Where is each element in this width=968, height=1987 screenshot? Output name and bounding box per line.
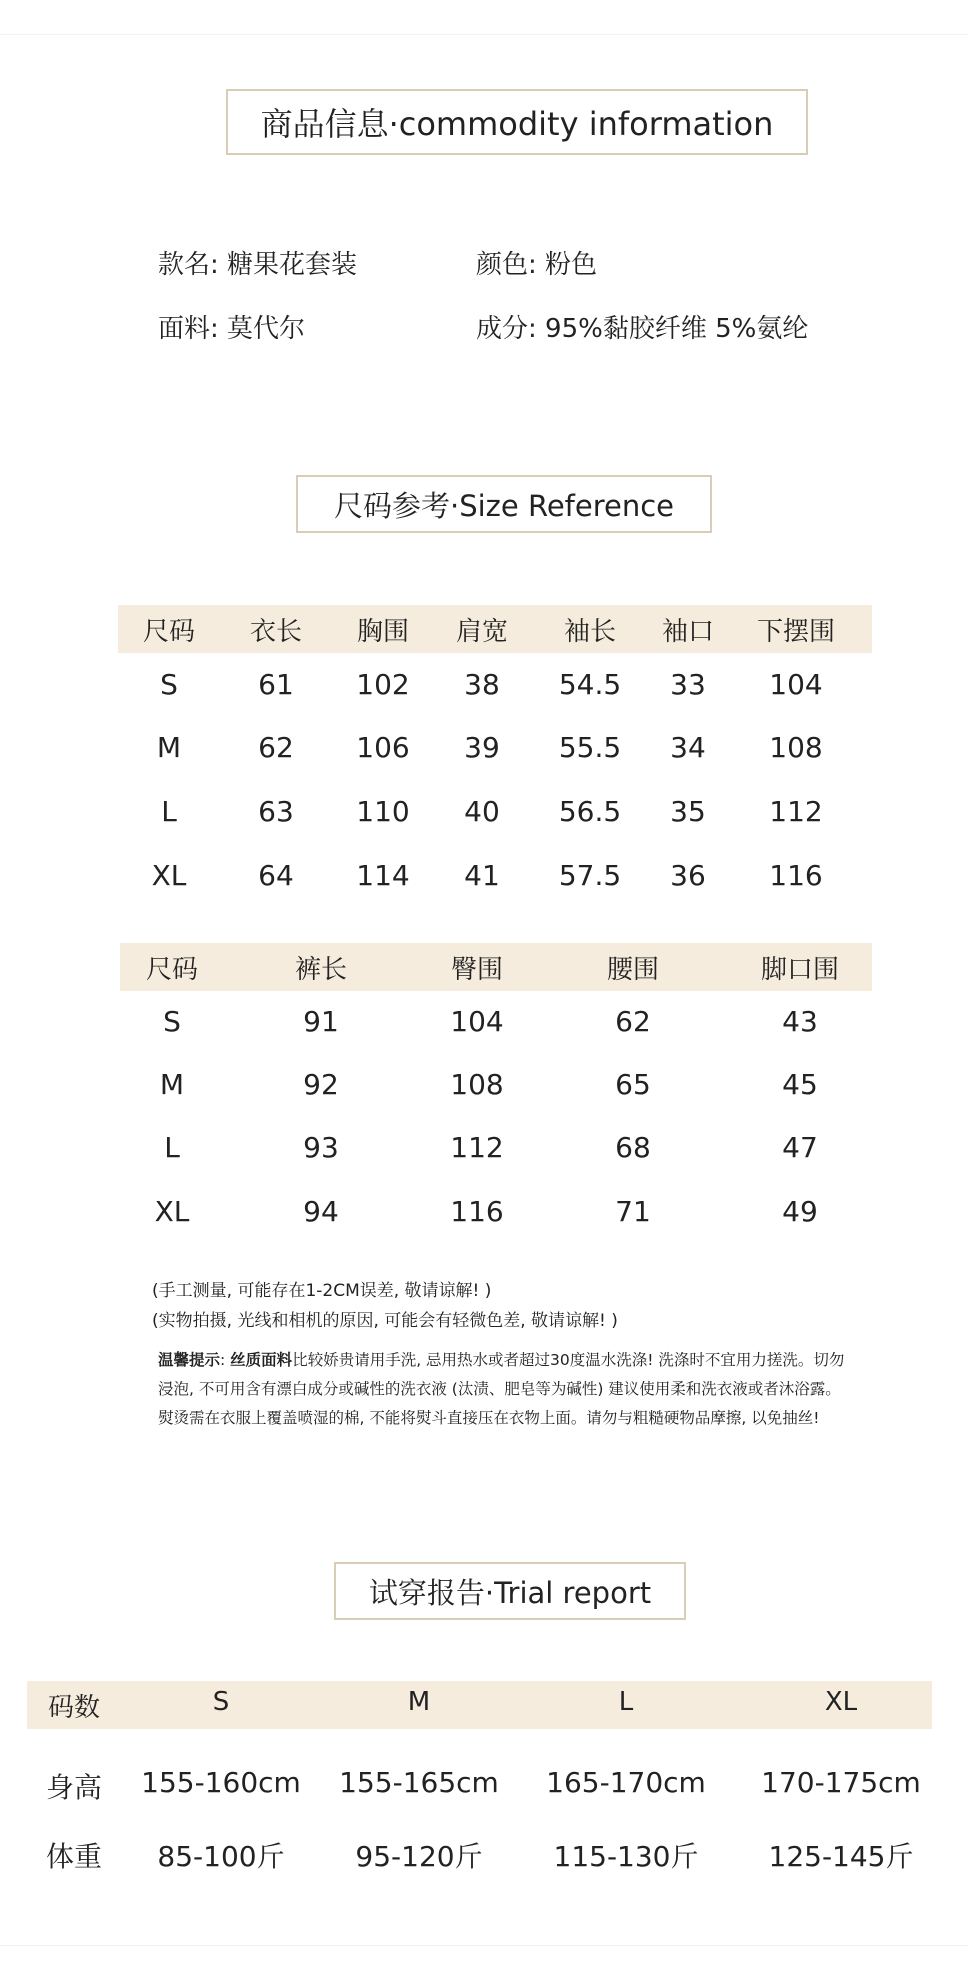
table-cell: S <box>160 668 178 701</box>
table-cell: 62 <box>615 1005 651 1038</box>
table-header-cell: 袖口 <box>661 617 715 647</box>
style-name: 款名: 糖果花套装 <box>158 250 358 280</box>
top-divider <box>0 34 968 35</box>
photo-note: (实物拍摄, 光线和相机的原因, 可能会有轻微色差, 敬请谅解! ) <box>152 1311 618 1331</box>
table-header-cell: 下摆围 <box>756 617 836 647</box>
table-cell: 47 <box>782 1131 818 1164</box>
care-tip-text: 比较娇贵请用手洗, 忌用热水或者超过30度温水洗涤! 洗涤时不宜用力搓洗。切勿浸泡, 不可用含有漂白成分或碱性的洗衣液 (汰渍、肥皂等为碱性) 建议使用柔和洗衣液或者沐浴露。熨烫需在衣服上覆盖喷湿的棉, 不能将熨斗直接压在衣物上面。请勿与粗糙硬物品摩擦, 以免抽丝! <box>158 1351 845 1427</box>
table-cell: 65 <box>615 1068 651 1101</box>
table-cell: 112 <box>769 795 823 828</box>
table-cell: 54.5 <box>558 668 622 701</box>
table-cell: M <box>156 731 182 764</box>
table-cell: 71 <box>615 1195 651 1228</box>
table-header-cell: 袖长 <box>563 617 617 647</box>
trial-header-cell: S <box>212 1687 230 1717</box>
weight-cell: 95-120斤 <box>355 1840 483 1873</box>
table-cell: 36 <box>670 859 706 892</box>
table-header-cell: 裤长 <box>294 955 348 985</box>
table-cell: S <box>163 1005 181 1038</box>
table-cell: 104 <box>769 668 823 701</box>
care-tip-colon: : <box>220 1351 231 1369</box>
weight-label: 体重 <box>45 1840 103 1873</box>
table-cell: 112 <box>450 1131 504 1164</box>
trial-header-cell: XL <box>824 1687 858 1717</box>
table-cell: 45 <box>782 1068 818 1101</box>
trial-header-cell: 码数 <box>47 1693 101 1723</box>
table-cell: 35 <box>670 795 706 828</box>
table-cell: 106 <box>356 731 410 764</box>
commodity-info-title: 商品信息·commodity information <box>226 89 808 155</box>
table-header-cell: 臀围 <box>450 955 504 985</box>
table-cell: 91 <box>303 1005 339 1038</box>
table-cell: 104 <box>450 1005 504 1038</box>
table-header-cell: 肩宽 <box>455 617 509 647</box>
table-cell: 114 <box>356 859 410 892</box>
table-cell: 93 <box>303 1131 339 1164</box>
weight-cell: 125-145斤 <box>768 1840 914 1873</box>
table-cell: 57.5 <box>558 859 622 892</box>
fabric-info: 面料: 莫代尔 <box>158 314 306 344</box>
table-header-cell: 衣长 <box>249 617 303 647</box>
table-cell: 40 <box>464 795 500 828</box>
table-cell: 63 <box>258 795 294 828</box>
table-cell: 94 <box>303 1195 339 1228</box>
table-cell: 38 <box>464 668 500 701</box>
table-cell: 116 <box>769 859 823 892</box>
table-cell: L <box>161 795 177 828</box>
table-cell: XL <box>151 859 187 892</box>
trial-report-title: 试穿报告·Trial report <box>334 1562 686 1620</box>
table-cell: 102 <box>356 668 410 701</box>
care-tip-label: 温馨提示 <box>158 1351 221 1369</box>
table-cell: 55.5 <box>558 731 622 764</box>
height-cell: 155-160cm <box>141 1766 301 1799</box>
table-cell: 108 <box>450 1068 504 1101</box>
table-cell: 64 <box>258 859 294 892</box>
table-cell: 41 <box>464 859 500 892</box>
color-info: 颜色: 粉色 <box>476 250 598 280</box>
weight-cell: 85-100斤 <box>157 1840 285 1873</box>
table-cell: 68 <box>615 1131 651 1164</box>
height-label: 身高 <box>45 1771 103 1804</box>
trial-header-cell: M <box>407 1687 431 1717</box>
trial-header-cell: L <box>618 1687 634 1717</box>
table-cell: 116 <box>450 1195 504 1228</box>
table-header-cell: 尺码 <box>142 617 196 647</box>
table-cell: 62 <box>258 731 294 764</box>
table-cell: 110 <box>356 795 410 828</box>
height-cell: 170-175cm <box>761 1766 921 1799</box>
table-cell: L <box>164 1131 180 1164</box>
table-cell: 34 <box>670 731 706 764</box>
table-cell: 92 <box>303 1068 339 1101</box>
bottom-divider <box>0 1945 968 1946</box>
table-cell: 108 <box>769 731 823 764</box>
table-cell: XL <box>154 1195 190 1228</box>
table-header-cell: 腰围 <box>606 955 660 985</box>
trial-header-band <box>27 1681 932 1729</box>
table-cell: 56.5 <box>558 795 622 828</box>
table-header-cell: 尺码 <box>145 955 199 985</box>
weight-cell: 115-130斤 <box>553 1840 699 1873</box>
table-cell: M <box>159 1068 185 1101</box>
composition-info: 成分: 95%黏胶纤维 5%氨纶 <box>476 314 809 344</box>
height-cell: 165-170cm <box>546 1766 706 1799</box>
table-cell: 49 <box>782 1195 818 1228</box>
table-cell: 61 <box>258 668 294 701</box>
table-cell: 39 <box>464 731 500 764</box>
table-cell: 43 <box>782 1005 818 1038</box>
table-header-cell: 脚口围 <box>760 955 840 985</box>
size-reference-title: 尺码参考·Size Reference <box>296 475 712 533</box>
measurement-note: (手工测量, 可能存在1-2CM误差, 敬请谅解! ) <box>152 1281 492 1301</box>
height-cell: 155-165cm <box>339 1766 499 1799</box>
care-tip <box>158 1346 848 1433</box>
table-cell: 33 <box>670 668 706 701</box>
care-tip-fabric: 丝质面料 <box>230 1351 293 1369</box>
table-header-cell: 胸围 <box>356 617 410 647</box>
